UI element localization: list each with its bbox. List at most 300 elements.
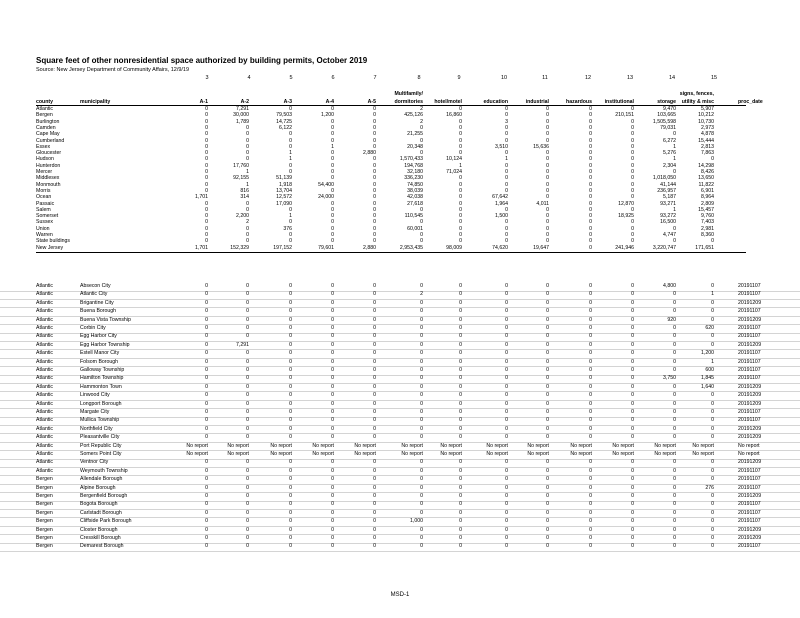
table-cell: 0 xyxy=(711,434,714,441)
table-cell: 0 xyxy=(589,467,592,474)
table-cell: 0 xyxy=(505,181,508,188)
table-cell: 0 xyxy=(505,291,508,298)
table-cell: 0 xyxy=(505,417,508,424)
table-cell: 1,964 xyxy=(495,200,508,207)
table-cell: 0 xyxy=(459,238,462,245)
table-cell: 0 xyxy=(420,333,423,340)
table-cell: 0 xyxy=(373,118,376,125)
table-cell: 0 xyxy=(331,291,334,298)
table-cell: 6,122 xyxy=(279,124,292,131)
table-cell: 0 xyxy=(289,238,292,245)
municipality-cell: Cliffside Park Borough xyxy=(80,518,132,525)
table-cell: 0 xyxy=(589,194,592,201)
table-cell: 1 xyxy=(505,156,508,163)
table-cell: 0 xyxy=(505,187,508,194)
county-cell: Atlantic xyxy=(36,451,54,457)
table-cell: 0 xyxy=(505,238,508,245)
table-cell: 0 xyxy=(631,350,634,357)
table-cell: 0 xyxy=(331,200,334,207)
county-cell: Hunterdon xyxy=(36,162,61,169)
table-cell: 0 xyxy=(505,467,508,474)
table-cell: 0 xyxy=(459,400,462,407)
table-cell: 0 xyxy=(373,358,376,365)
table-cell: 0 xyxy=(546,383,549,390)
table-cell: 1,505,598 xyxy=(652,118,676,125)
table-cell: 0 xyxy=(246,400,249,407)
table-cell: 1,500 xyxy=(495,213,508,220)
table-cell: 0 xyxy=(711,409,714,415)
table-cell: 0 xyxy=(673,493,676,499)
table-cell: 0 xyxy=(373,112,376,119)
table-cell: 2,981 xyxy=(701,225,714,232)
proc-date-cell: 20191107 xyxy=(738,350,761,357)
table-cell: 1 xyxy=(289,156,292,163)
table-cell: 1 xyxy=(711,291,714,298)
table-cell: 0 xyxy=(373,156,376,163)
column-number: 15 xyxy=(710,75,718,81)
table-cell: 8,964 xyxy=(701,194,714,201)
column-number: 5 xyxy=(289,75,293,81)
table-cell: 0 xyxy=(373,484,376,491)
table-cell: 15,444 xyxy=(698,137,714,144)
table-cell: 1,918 xyxy=(279,181,292,188)
table-cell: 0 xyxy=(459,325,462,331)
table-cell: 0 xyxy=(246,350,249,357)
table-cell: 0 xyxy=(459,543,462,550)
table-cell: 0 xyxy=(505,325,508,331)
table-cell: 4,800 xyxy=(663,283,676,289)
table-cell: 17,090 xyxy=(276,200,292,207)
table-cell: 0 xyxy=(546,106,549,112)
county-cell: Atlantic xyxy=(36,367,54,373)
table-cell: 0 xyxy=(205,501,208,508)
county-cell: Bergen xyxy=(36,535,53,541)
column-number: 6 xyxy=(331,75,335,81)
table-cell: 0 xyxy=(546,162,549,169)
table-cell: 1 xyxy=(673,156,676,163)
table-cell: 0 xyxy=(420,392,423,399)
table-cell: No report xyxy=(440,451,462,457)
table-cell: 0 xyxy=(459,409,462,415)
table-cell: 0 xyxy=(246,316,249,323)
table-cell: 0 xyxy=(711,316,714,323)
table-cell: 0 xyxy=(289,392,292,399)
table-cell: 0 xyxy=(711,509,714,516)
table-cell: 0 xyxy=(673,518,676,525)
table-cell: 171,651 xyxy=(695,244,714,251)
table-cell: 0 xyxy=(289,143,292,150)
table-cell: 0 xyxy=(459,143,462,150)
table-cell: 10,730 xyxy=(698,118,714,125)
table-cell: 0 xyxy=(546,333,549,340)
table-cell: 0 xyxy=(331,137,334,144)
county-cell: Union xyxy=(36,225,50,232)
header-county: county xyxy=(36,99,54,105)
table-cell: 0 xyxy=(546,526,549,533)
table-cell: No report xyxy=(227,442,249,449)
table-cell: 0 xyxy=(420,535,423,541)
table-cell: 0 xyxy=(420,400,423,407)
table-cell: 0 xyxy=(246,238,249,245)
table-cell: 194,768 xyxy=(404,162,423,169)
table-cell: 0 xyxy=(546,156,549,163)
table-cell: 0 xyxy=(373,225,376,232)
table-cell: 0 xyxy=(459,283,462,289)
table-cell: 376 xyxy=(283,225,292,232)
header-signs-line2: utility & misc xyxy=(681,99,714,105)
table-cell: 0 xyxy=(673,434,676,441)
table-cell: 0 xyxy=(631,156,634,163)
column-number: 4 xyxy=(247,75,251,81)
table-cell: 0 xyxy=(331,283,334,289)
table-cell: 0 xyxy=(420,341,423,348)
municipality-cell: Egg Harbor City xyxy=(80,333,117,340)
table-cell: 0 xyxy=(289,162,292,169)
table-cell: 0 xyxy=(373,333,376,340)
table-cell: 0 xyxy=(373,200,376,207)
table-cell: 336,230 xyxy=(404,175,423,182)
table-cell: 0 xyxy=(505,112,508,119)
county-cell: Atlantic xyxy=(36,333,54,340)
table-cell: 0 xyxy=(711,333,714,340)
table-cell: 7,291 xyxy=(236,106,249,112)
table-cell: 0 xyxy=(420,484,423,491)
table-cell: 0 xyxy=(289,333,292,340)
municipality-cell: Bergenfield Borough xyxy=(80,493,128,499)
header-hotel: hotel/motel xyxy=(434,99,462,105)
header-multifamily-line2: dormitories xyxy=(394,99,423,105)
table-cell: 0 xyxy=(459,175,462,182)
table-cell: 0 xyxy=(459,200,462,207)
table-cell: 0 xyxy=(289,299,292,306)
table-cell: 0 xyxy=(331,238,334,245)
table-cell: 0 xyxy=(546,358,549,365)
table-cell: 0 xyxy=(373,425,376,432)
table-cell: 0 xyxy=(711,308,714,315)
county-cell: Atlantic xyxy=(36,409,54,415)
table-cell: 0 xyxy=(246,383,249,390)
table-cell: 0 xyxy=(459,232,462,238)
table-cell: 3,220,747 xyxy=(652,244,676,251)
table-cell: 0 xyxy=(546,392,549,399)
municipality-cell: Somers Point City xyxy=(80,451,122,457)
county-cell: Atlantic xyxy=(36,459,54,466)
table-cell: 0 xyxy=(373,169,376,175)
table-cell: 19,647 xyxy=(533,244,549,251)
table-cell: 18,925 xyxy=(618,213,634,220)
table-cell: 0 xyxy=(673,543,676,550)
table-cell: 0 xyxy=(289,350,292,357)
table-cell: No report xyxy=(486,442,508,449)
table-cell: 0 xyxy=(289,325,292,331)
table-cell: 0 xyxy=(631,316,634,323)
table-cell: 0 xyxy=(459,501,462,508)
table-cell: 0 xyxy=(505,333,508,340)
table-cell: 92,155 xyxy=(233,175,249,182)
table-cell: 0 xyxy=(246,425,249,432)
table-cell: 0 xyxy=(205,219,208,226)
proc-date-cell: 20191209 xyxy=(738,400,762,407)
table-cell: 0 xyxy=(289,543,292,550)
table-cell: 0 xyxy=(546,291,549,298)
table-cell: 0 xyxy=(331,526,334,533)
table-cell: 0 xyxy=(673,476,676,483)
table-cell: 0 xyxy=(205,535,208,541)
table-cell: 0 xyxy=(589,316,592,323)
table-cell: 0 xyxy=(631,526,634,533)
proc-date-cell: 20191107 xyxy=(738,467,761,474)
table-cell: 0 xyxy=(331,383,334,390)
table-cell: 0 xyxy=(631,476,634,483)
table-cell: 0 xyxy=(373,137,376,144)
table-cell: 0 xyxy=(631,392,634,399)
table-cell: 0 xyxy=(420,409,423,415)
table-cell: 2,880 xyxy=(363,244,376,251)
table-cell: 0 xyxy=(420,358,423,365)
table-cell: 0 xyxy=(289,232,292,238)
county-cell: Atlantic xyxy=(36,434,54,441)
table-cell: 0 xyxy=(673,350,676,357)
table-cell: 0 xyxy=(711,518,714,525)
table-cell: 0 xyxy=(205,375,208,382)
county-cell: Atlantic xyxy=(36,341,54,348)
table-cell: 0 xyxy=(205,316,208,323)
table-cell: 6,901 xyxy=(701,187,714,194)
table-cell: 0 xyxy=(205,106,208,112)
table-cell: 0 xyxy=(420,232,423,238)
table-cell: 0 xyxy=(420,543,423,550)
table-cell: 0 xyxy=(631,467,634,474)
table-cell: 0 xyxy=(546,434,549,441)
table-cell: 9,470 xyxy=(663,106,676,112)
table-cell: 0 xyxy=(331,367,334,373)
table-cell: 0 xyxy=(546,484,549,491)
county-cell: Atlantic xyxy=(36,442,54,449)
proc-date-cell: 20191209 xyxy=(738,392,762,399)
table-cell: 74,850 xyxy=(407,181,423,188)
table-cell: 0 xyxy=(289,484,292,491)
table-cell: 0 xyxy=(459,518,462,525)
table-cell: 0 xyxy=(546,543,549,550)
table-cell: 0 xyxy=(505,367,508,373)
table-cell: 6,272 xyxy=(663,137,676,144)
table-cell: 0 xyxy=(459,150,462,157)
table-cell: 0 xyxy=(246,409,249,415)
table-cell: 0 xyxy=(631,181,634,188)
table-cell: 0 xyxy=(546,459,549,466)
table-cell: No report xyxy=(654,451,676,457)
county-cell: Morris xyxy=(36,187,51,194)
table-cell: 60,001 xyxy=(407,225,423,232)
table-cell: 0 xyxy=(289,501,292,508)
header-institutional: institutional xyxy=(604,99,634,105)
table-cell: 93,272 xyxy=(660,213,676,220)
header-municipality: municipality xyxy=(80,99,111,105)
table-cell: 0 xyxy=(331,358,334,365)
table-cell: 0 xyxy=(589,434,592,441)
table-cell: 0 xyxy=(205,509,208,516)
table-cell: 0 xyxy=(546,187,549,194)
table-cell: 0 xyxy=(711,392,714,399)
county-cell: Mercer xyxy=(36,169,53,175)
table-cell: 0 xyxy=(673,417,676,424)
table-cell: 0 xyxy=(546,367,549,373)
table-cell: 0 xyxy=(331,325,334,331)
municipality-cell: Brigantine City xyxy=(80,299,114,306)
table-cell: 24,000 xyxy=(318,194,334,201)
table-cell: 0 xyxy=(711,501,714,508)
table-cell: 15,636 xyxy=(533,143,549,150)
table-cell: 0 xyxy=(289,367,292,373)
table-cell: 0 xyxy=(631,283,634,289)
table-cell: 0 xyxy=(205,526,208,533)
table-cell: 1,570,433 xyxy=(399,156,423,163)
table-cell: 0 xyxy=(546,467,549,474)
proc-date-cell: 20191209 xyxy=(738,341,762,348)
proc-date-cell: 20191107 xyxy=(738,476,761,483)
table-cell: 0 xyxy=(373,392,376,399)
header-a5: A-5 xyxy=(367,99,376,105)
table-cell: 0 xyxy=(505,131,508,138)
county-cell: Atlantic xyxy=(36,308,54,315)
table-cell: 0 xyxy=(711,156,714,163)
table-cell: 0 xyxy=(631,501,634,508)
table-cell: 0 xyxy=(589,543,592,550)
table-cell: 0 xyxy=(373,283,376,289)
table-cell: 0 xyxy=(589,225,592,232)
table-cell: 0 xyxy=(420,501,423,508)
proc-date-cell: 20191107 xyxy=(738,283,761,289)
table-cell: 0 xyxy=(289,291,292,298)
table-cell: 0 xyxy=(673,484,676,491)
table-cell: 0 xyxy=(673,501,676,508)
table-cell: 0 xyxy=(589,244,592,251)
table-cell: 0 xyxy=(589,341,592,348)
table-cell: 0 xyxy=(420,434,423,441)
table-row xyxy=(0,542,800,552)
table-cell: 0 xyxy=(589,150,592,157)
table-cell: 0 xyxy=(546,316,549,323)
table-cell: 0 xyxy=(631,341,634,348)
table-cell: 0 xyxy=(673,325,676,331)
table-cell: 0 xyxy=(373,400,376,407)
municipality-cell: Galloway Township xyxy=(80,367,125,373)
table-cell: 0 xyxy=(459,434,462,441)
table-cell: 0 xyxy=(420,150,423,157)
table-cell: 0 xyxy=(289,383,292,390)
table-cell: 0 xyxy=(546,206,549,213)
table-cell: 0 xyxy=(589,375,592,382)
table-cell: 2 xyxy=(420,291,423,298)
table-cell: 0 xyxy=(546,238,549,245)
table-cell: 0 xyxy=(505,124,508,131)
table-cell: 0 xyxy=(331,316,334,323)
table-cell: 0 xyxy=(631,106,634,112)
table-cell: 0 xyxy=(289,467,292,474)
table-cell: 0 xyxy=(631,299,634,306)
table-cell: 93,271 xyxy=(660,200,676,207)
table-cell: 0 xyxy=(459,124,462,131)
table-cell: 152,329 xyxy=(230,244,249,251)
table-cell: 0 xyxy=(331,501,334,508)
table-cell: 0 xyxy=(205,200,208,207)
table-cell: 5,907 xyxy=(701,106,714,112)
table-cell: 0 xyxy=(711,467,714,474)
table-cell: 0 xyxy=(331,206,334,213)
table-cell: 5,187 xyxy=(663,194,676,201)
table-cell: 0 xyxy=(546,175,549,182)
table-cell: 2,953,435 xyxy=(399,244,423,251)
table-cell: 0 xyxy=(631,194,634,201)
column-number: 9 xyxy=(457,75,461,81)
table-cell: 0 xyxy=(331,518,334,525)
table-cell: 241,946 xyxy=(615,244,634,251)
table-cell: 0 xyxy=(631,383,634,390)
county-cell: Cape May xyxy=(36,131,60,138)
table-cell: 0 xyxy=(673,358,676,365)
table-cell: 0 xyxy=(373,518,376,525)
table-cell: 0 xyxy=(289,341,292,348)
table-cell: 0 xyxy=(546,509,549,516)
table-cell: 0 xyxy=(589,206,592,213)
table-cell: 0 xyxy=(246,459,249,466)
table-cell: 0 xyxy=(459,467,462,474)
table-cell: 0 xyxy=(589,518,592,525)
table-cell: 0 xyxy=(631,232,634,238)
table-cell: 4,878 xyxy=(701,131,714,138)
proc-date-cell: 20191209 xyxy=(738,535,762,541)
table-cell: 0 xyxy=(420,467,423,474)
table-cell: 0 xyxy=(631,509,634,516)
table-cell: No report xyxy=(612,451,634,457)
table-cell: 0 xyxy=(373,367,376,373)
table-cell: 0 xyxy=(246,299,249,306)
table-cell: 0 xyxy=(289,526,292,533)
table-cell: 0 xyxy=(589,493,592,499)
table-cell: 0 xyxy=(631,518,634,525)
table-cell: 0 xyxy=(420,124,423,131)
table-cell: 15,457 xyxy=(698,206,714,213)
table-cell: 0 xyxy=(205,493,208,499)
table-cell: 0 xyxy=(331,175,334,182)
table-cell: No report xyxy=(354,442,376,449)
table-cell: 8,360 xyxy=(701,232,714,238)
table-cell: 425,126 xyxy=(404,112,423,119)
table-cell: 0 xyxy=(589,526,592,533)
table-cell: 0 xyxy=(459,484,462,491)
table-cell: 0 xyxy=(546,181,549,188)
proc-date-cell: 20191107 xyxy=(738,501,761,508)
municipality-cell: Closter Borough xyxy=(80,526,118,533)
table-cell: 0 xyxy=(289,493,292,499)
table-cell: 0 xyxy=(631,175,634,182)
table-cell: 0 xyxy=(631,543,634,550)
table-cell: 0 xyxy=(631,187,634,194)
table-cell: 0 xyxy=(246,291,249,298)
table-cell: 0 xyxy=(631,484,634,491)
table-cell: 0 xyxy=(546,124,549,131)
table-cell: 0 xyxy=(546,169,549,175)
table-cell: 0 xyxy=(589,535,592,541)
table-cell: 0 xyxy=(631,400,634,407)
table-cell: 16,860 xyxy=(446,112,462,119)
table-cell: 0 xyxy=(589,143,592,150)
table-cell: 0 xyxy=(420,299,423,306)
table-cell: 110,545 xyxy=(404,213,423,220)
proc-date-cell: 20191107 xyxy=(738,367,761,373)
table-cell: 0 xyxy=(373,375,376,382)
table-cell: 0 xyxy=(589,308,592,315)
